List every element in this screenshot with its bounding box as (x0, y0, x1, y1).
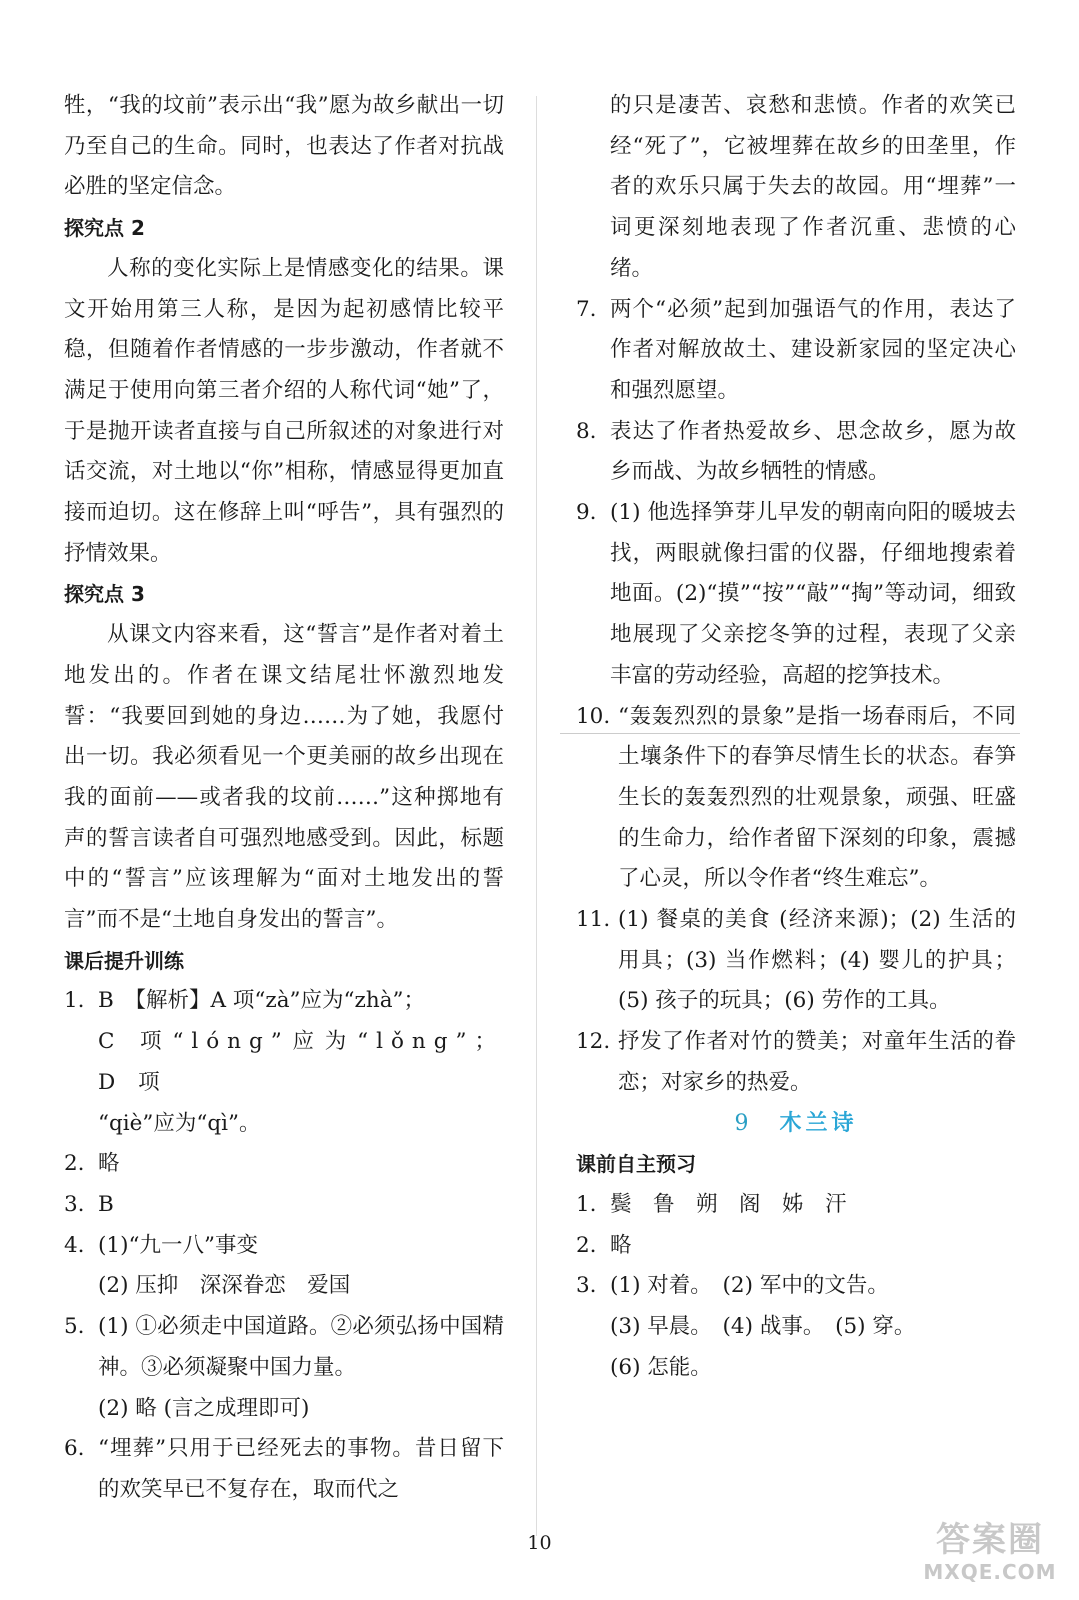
answer-text: 鬓 鲁 朔 阁 姊 汗 (610, 1191, 847, 1217)
answer-line: (1) 对着。 (2) 军中的文告。 (610, 1273, 889, 1299)
answer-line: “qiè”应为“qì”。 (98, 1110, 261, 1136)
column-divider (536, 96, 537, 1536)
answer-item-11 (576, 900, 1016, 1022)
answer-line: (2) 压抑 深深眷恋 爱国 (98, 1273, 351, 1299)
answer-item-2 (64, 1144, 504, 1185)
answer-item-8 (576, 412, 1016, 493)
item-number: 4. (64, 1232, 85, 1258)
right-column (576, 86, 1016, 1389)
item-number: 5. (64, 1314, 85, 1340)
point3-text: 从课文内容来看，这“誓言”是作者对着土地发出的。作者在课文结尾壮怀激烈地发誓：“我要回到她的身边……为了她，我愿付出一切。我必须看见一个更美丽的故乡出现在我的面前——或者我的坟前……”这种掷地有声的誓言读者自可强烈地感受到。因此，标题中的“誓言”应该理解为“面对土地发出的誓言”而不是“土地自身发出的誓言”。 (64, 622, 504, 933)
item-number: 6. (64, 1436, 85, 1462)
answer-item-4 (64, 1226, 504, 1307)
answer-line: (3) 早晨。 (4) 战事。 (5) 穿。 (610, 1314, 916, 1340)
answer-item-3 (64, 1185, 504, 1226)
lesson-name: 木兰诗 (779, 1110, 858, 1136)
answer-text: “轰轰烈烈的景象”是指一场春雨后，不同土壤条件下的春笋尽情生长的状态。春笋生长的轰轰烈烈的壮观景象，顽强、旺盛的生命力，给作者留下深刻的印象，震撼了心灵，所以令作者“终生难忘”。 (618, 703, 1016, 892)
answer-line: C 项“lóng”应为“lǒng”；D 项 (98, 1029, 504, 1095)
answer-line: (1)“九一八”事变 (98, 1232, 258, 1258)
item-number: 3. (64, 1191, 85, 1217)
answer-line: B 【解析】A 项“zà”应为“zhà”； (98, 988, 426, 1014)
watermark-top: 答案圈 (936, 1520, 1044, 1560)
answer-text: 两个“必须”起到加强语气的作用，表达了作者对解放故土、建设新家园的坚定决心和强烈愿望。 (610, 296, 1016, 403)
item-number: 9. (576, 500, 597, 526)
answer-text: (1) 餐桌的美食 (经济来源)；(2) 生活的用具；(3) 当作燃料；(4) 婴儿的护具；(5) 孩子的玩具；(6) 劳作的工具。 (618, 907, 1016, 1014)
page-number: 10 (527, 1532, 552, 1554)
item-number: 2. (64, 1151, 85, 1177)
training-heading: 课后提升训练 (64, 948, 184, 973)
item-number: 11. (576, 907, 611, 933)
point3-heading: 探究点 3 (64, 582, 145, 607)
preview-item-1 (576, 1185, 1016, 1226)
item-number: 2. (576, 1232, 597, 1258)
answer-item-5 (64, 1307, 504, 1429)
point2-heading: 探究点 2 (64, 216, 145, 241)
answer-text: 略 (610, 1232, 632, 1258)
answer-text: 表达了作者热爱故乡、思念故乡，愿为故乡而战、为故乡牺牲的情感。 (610, 418, 1016, 485)
item-number: 1. (64, 988, 85, 1014)
point2-text: 人称的变化实际上是情感变化的结果。课文开始用第三人称，是因为起初感情比较平稳，但随着作者情感的一步步激动，作者就不满足于使用向第三者介绍的人称代词“她”了，于是抛开读者直接与自己所叙述的对象进行对话交流，对土地以“你”相称，情感显得更加直接而迫切。这在修辞上叫“呼告”，具有强烈的抒情效果。 (64, 255, 504, 566)
item-number: 7. (576, 296, 597, 322)
answer-item-12 (576, 1022, 1016, 1103)
answer-text: (1) 他选择笋芽儿早发的朝南向阳的暖坡去找，两眼就像扫雷的仪器，仔细地搜索着地面。(2)“摸”“按”“敲”“掏”等动词，细致地展现了父亲挖冬笋的过程，表现了父亲丰富的劳动经验，高超的挖笋技术。 (610, 500, 1016, 688)
answer-item-10 (576, 697, 1016, 901)
left-column (64, 86, 504, 1511)
answer-text: “埋葬”只用于已经死去的事物。昔日留下的欢笑早已不复存在，取而代之 (98, 1436, 504, 1502)
preview-heading: 课前自主预习 (576, 1152, 696, 1177)
item-number: 12. (576, 1029, 611, 1055)
preview-item-3 (576, 1266, 1016, 1388)
preview-item-2 (576, 1226, 1016, 1267)
item-number: 3. (576, 1273, 597, 1299)
answer-item-7 (576, 290, 1016, 412)
item-number: 1. (576, 1191, 597, 1217)
lesson-title (576, 1104, 1016, 1145)
item-number: 10. (576, 703, 611, 729)
item-number: 8. (576, 418, 597, 444)
answer-text: (1) ①必须走中国道路。②必须弘扬中国精神。③必须凝聚中国力量。 (98, 1314, 504, 1380)
answer-line: (6) 怎能。 (610, 1354, 712, 1380)
answer-item-6 (64, 1429, 504, 1510)
answer-text: 抒发了作者对竹的赞美；对童年生活的眷恋；对家乡的热爱。 (618, 1029, 1016, 1095)
answer-text: B (98, 1191, 114, 1217)
answer-item-1 (64, 981, 504, 1144)
answer-item-9 (576, 493, 1016, 697)
lesson-number: 9 (734, 1110, 749, 1136)
intro-continuation: 牲，“我的坟前”表示出“我”愿为故乡献出一切乃至自己的生命。同时，也表达了作者对抗战必胜的坚定信念。 (64, 93, 504, 200)
answer-text: 略 (98, 1151, 120, 1177)
answer-line: (2) 略 (言之成理即可) (98, 1395, 310, 1421)
watermark-bottom: MXQE.COM (923, 1560, 1057, 1584)
q6-continuation: 的只是凄苦、哀愁和悲愤。作者的欢笑已经“死了”，它被埋葬在故乡的田垄里，作者的欢乐只属于失去的故园。用“埋葬”一词更深刻地表现了作者沉重、悲愤的心绪。 (610, 93, 1016, 281)
watermark-logo (915, 1520, 1065, 1590)
